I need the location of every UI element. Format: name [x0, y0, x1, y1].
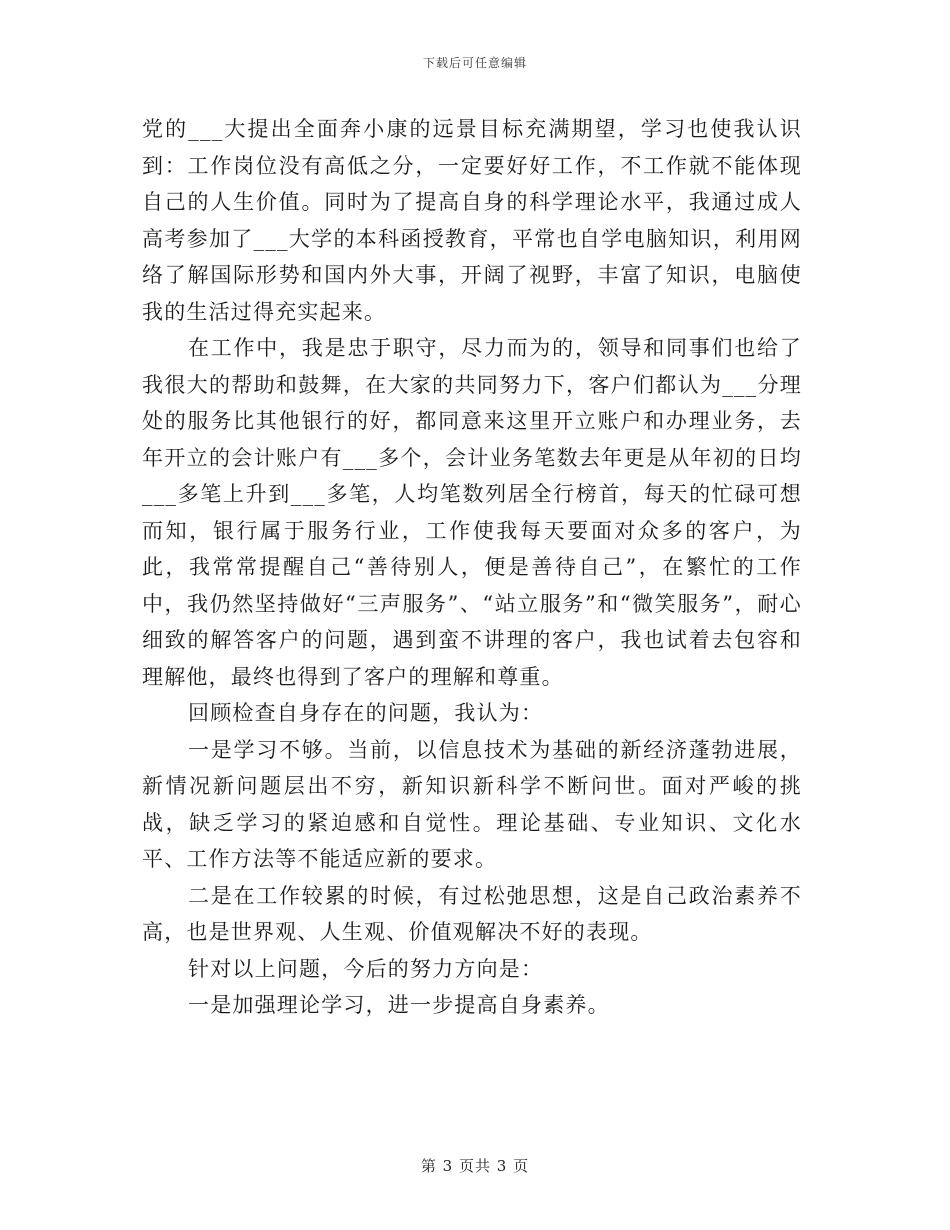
page-number: 第 3 页共 3 页 [420, 1157, 530, 1175]
paragraph-2: 在工作中，我是忠于职守，尽力而为的，领导和同事们也给了我很大的帮助和鼓舞，在大家的共同努力下，客户们都认为___分理处的服务比其他银行的好，都同意来这里开立账户和办理业务，去年开立的会计账户有___多个，会计业务笔数去年更是从年初的日均___多笔上升到___多笔，人均笔数列居全行榜首，每天的忙碌可想而知，银行属于服务行业，工作使我每天要面对众多的客户，为此，我常常提醒自己“善待别人，便是善待自己”，在繁忙的工作中，我仍然坚持做好“三声服务”、“站立服务”和“微笑服务”，耐心细致的解答客户的问题，遇到蛮不讲理的客户，我也试着去包容和理解他，最终也得到了客户的理解和尊重。 [142, 336, 802, 689]
paragraph-7: 一是加强理论学习，进一步提高自身素养。 [188, 993, 610, 1017]
paragraph-6: 针对以上问题，今后的努力方向是： [188, 956, 544, 981]
document-body [142, 111, 802, 1024]
page-header: 下载后可任意编辑 [422, 56, 527, 70]
paragraph-3: 回顾检查自身存在的问题，我认为： [188, 701, 544, 725]
paragraph-5: 二是在工作较累的时候，有过松弛思想，这是自己政治素养不高，也是世界观、人生观、价值观解决不好的表现。 [142, 883, 802, 944]
paragraph-1: 党的___大提出全面奔小康的远景目标充满期望，学习也使我认识到：工作岗位没有高低之分，一定要好好工作，不工作就不能体现自己的人生价值。同时为了提高自身的科学理论水平，我通过成人高考参加了___大学的本科函授教育，平常也自学电脑知识，利用网络了解国际形势和国内外大事，开阔了视野，丰富了知识，电脑使我的生活过得充实起来。 [142, 117, 802, 324]
paragraph-4: 一是学习不够。当前，以信息技术为基础的新经济蓬勃进展，新情况新问题层出不穷，新知识新科学不断问世。面对严峻的挑战，缺乏学习的紧迫感和自觉性。理论基础、专业知识、文化水平、工作方法等不能适应新的要求。 [142, 737, 802, 871]
